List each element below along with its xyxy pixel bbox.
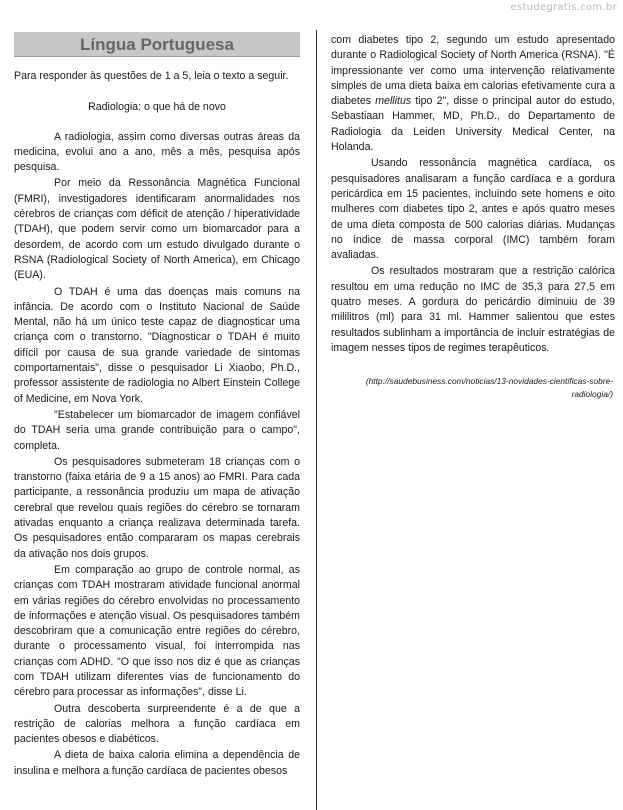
- italic-term: mellitus: [375, 95, 412, 108]
- right-column: [331, 33, 615, 400]
- paragraph: Por meio da Ressonância Magnética Funcional (FMRI), investigadores identificaram anormalidades nos cérebros de crianças com déficit de atenção / hiperatividade (TDAH), que podem servir como um biomarcador para a desordem, de acordo com um estudo divulgado durante o RSNA (Radiological Society of North America), em Chicago (EUA).: [14, 177, 300, 282]
- continuation-text: com diabetes tipo 2, segundo um estudo apresentado durante o Radiological Society of North America (RSNA). "É impressionante ver como uma intervenção relativamente simples de uma dieta baixa em calorias efetivamente cura a diabetes: [331, 34, 615, 108]
- paragraph: A radiologia, assim como diversas outras áreas da medicina, evolui ano a ano, mês a mês, pesquisa após pesquisa.: [14, 130, 300, 174]
- paragraph: Usando ressonância magnética cardíaca, os pesquisadores analisaram a função cardíaca e a gordura pericárdica em 15 pacientes, incluindo sete homens e oito mulheres com diabetes tipo 2, antes e após quatro meses de uma dieta composta de 500 calorias diárias. Mudanças no índice de massa corporal (IMC) também foram avaliadas.: [331, 157, 615, 262]
- paragraph-continuation: [331, 33, 615, 155]
- paragraph: Os pesquisadores submeteram 18 crianças com o transtorno (faixa etária de 9 a 15 anos) ao FMRI. Para cada participante, a ressonância produziu um mapa de ativação cerebral que revelou quais regiões do cérebro se tornaram ativadas enquanto a criança realizava determinada tarefa. Os pesquisadores então compararam os mapas cerebrais da ativação nos dois grupos.: [14, 455, 300, 560]
- section-banner: Língua Portuguesa: [14, 32, 300, 57]
- continuation-text: tipo 2", disse o principal autor do estudo, Sebastiaan Hammer, MD, Ph.D., do Departamento de Radiologia da Leiden University Medical Center, na Holanda.: [331, 95, 615, 154]
- paragraph: "Estabelecer um biomarcador de imagem confiável do TDAH seria uma grande contribuição para o campo", completa.: [14, 408, 300, 452]
- paragraph: Em comparação ao grupo de controle normal, as crianças com TDAH mostraram atividade funcional anormal em várias regiões do cérebro envolvidas no processamento de informações e atenção visual. Os pesquisadores também descobriram que a comunicação entre regiões do cérebro, durante o processamento visual, foi interrompida nas crianças com ADHD. "O que isso nos diz é que as crianças com TDAH utilizam diferentes vias de funcionamento do cérebro para processar as informações", disse Li.: [14, 563, 300, 699]
- left-column: [14, 33, 300, 780]
- source-citation: (http://saudebusiness.com/noticias/13-novidades-cientificas-sobre-radiologia/): [365, 376, 613, 399]
- article-title: Radiologia: o que há de novo: [88, 101, 226, 114]
- column-divider: [316, 30, 317, 810]
- watermark: estudegratis.com.br: [510, 2, 617, 13]
- paragraph: Os resultados mostraram que a restrição calórica resultou em uma redução no IMC de 35,3 para 27,5 em quatro meses. A gordura do pericárdio diminuiu de 39 mililitros (ml) para 31 ml. Hammer salientou que estes resultados sublinham a importância de incluir estratégias de imagem nesses tipos de regimes terapêuticos.: [331, 265, 615, 354]
- paragraph: Outra descoberta surpreendente é a de que a restrição de calorias melhora a função cardíaca em pacientes obesos e diabéticos.: [14, 702, 300, 746]
- instructions: Para responder às questões de 1 a 5, leia o texto a seguir.: [14, 70, 289, 82]
- paragraph: A dieta de baixa caloria elimina a dependência de insulina e melhora a função cardíaca de pacientes obesos: [14, 749, 300, 777]
- paragraph: O TDAH é uma das doenças mais comuns na infância. De acordo com o Instituto Nacional de Saúde Mental, não há um único teste capaz de diagnosticar uma criança com o transtorno. "Diagnosticar o TDAH é muito difícil por causa de sua grande variedade de sintomas comportamentais", disse o pesquisador Li Xiaobo, Ph.D., professor assistente de radiologia no Albert Einstein College of Medicine, em Nova York.: [14, 285, 300, 405]
